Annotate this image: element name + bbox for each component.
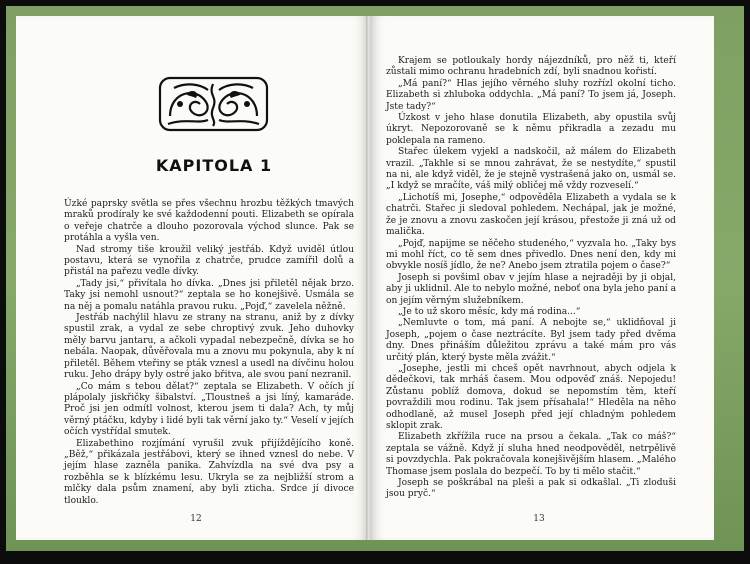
paragraph: „Tady jsi,“ přivítala ho dívka. „Dnes jsi přiletěl nějak brzo. Taky jsi nemohl usnout?“ zeptala se ho konejšivě. Usmála se na něj a pomalu natáhla pravou ruku. „Pojď,“ zavelela něžně. [64, 278, 354, 312]
chapter-title: KAPITOLA 1 [155, 156, 273, 175]
page-number: 12 [190, 514, 202, 524]
right-page [370, 16, 714, 540]
paragraph: Jestřáb nachýlil hlavu ze strany na stranu, aniž by z dívky spustil zrak, a vydal ze sebe chroptivý zvuk. Jeho duhovky měly barvu jantaru, a ačkoli vypadal nebezpečně, dívka se ho nebála. Naopak, důvěřovala mu a znovu mu pokynula, aby k ní přiletěl. Během vteřiny se pták vznesl a usedl na dívčinu holou ruku. Jeho drápy byly ostré jako břitva, ale svou paní nezranil. [64, 313, 354, 381]
paragraph: Úzké paprsky světla se přes všechnu hrozbu těžkých tmavých mraků prodíraly ke své každodenní pouti. Elizabeth se opírala o veřeje chatrče a dlouho pozorovala východ slunce. Pak se protáhla a vyšla ven. [64, 199, 354, 244]
paragraph: „Je to už skoro měsíc, kdy má rodina...“ [398, 306, 581, 317]
paragraph: Krajem se potloukaly hordy nájezdníků, pro něž ti, kteří zůstali mimo ochranu hradebních zdí, byli snadnou kořistí. [386, 56, 676, 78]
paragraph: „Má paní?“ Hlas jejího věrného sluhy rozřízl okolní ticho. Elizabeth si zhluboka oddychla. „Má paní? To jsem já, Joseph. Jste tady?“ [386, 78, 676, 112]
paragraph: „Nemluvte o tom, má paní. A nebojte se,“ uklidňoval ji Joseph, „pojem o čase neztrácíte. Byl jsem tady před dvěma dny. Dnes přináším důležitou zprávu a také mám pro vás určitý plán, který byste měla zvážit.“ [386, 318, 676, 363]
paragraph: „Josephe, jestli mi chceš opět navrhnout, abych odjela k dědečkovi, tak mrháš časem. Mou odpověď znáš. Nepojedu! Zůstanu poblíž domova, dokud se nepomstím těm, kteří povraždili mou rodinu. Tak jsem přísahala!“ Hleděla na něho odhodlaně, až musel Joseph před její chladným pohledem sklopit zrak. [386, 363, 676, 431]
paragraph: Elizabeth zkřížila ruce na prsou a čekala. „Tak co máš?“ zeptala se vážně. Když jí sluha hned neodpověděl, netrpělivě si povzdychla. Pak pokračovala konejšivějším hlasem. „Malého Thomase jsem poslala do bezpečí. To by ti mělo stačit.“ [386, 432, 676, 477]
right-page-text [386, 56, 676, 501]
left-page [16, 16, 368, 540]
paragraph: Elizabethino rozjímání vyrušil zvuk přijíždějícího koně. „Běž,“ přikázala jestřábovi, který se ihned vznesl do nebe. V jejím hlase zazněla panika. Zahvízdla na své dva psy a rozběhla se k blízkému lesu. Ukryla se za nejbližší strom a mlčky dala psům znamení, aby byli zticha. Srdce jí divoce tlouklo. [64, 438, 354, 506]
chapter-ornament-icon [156, 74, 271, 134]
paragraph: „Co mám s tebou dělat?“ zeptala se Elizabeth. V očích jí plápolaly jiskřičky šibalství. „Tloustneš a jsi líný, kamaráde. Proč jsi jen odmítl volnost, kterou jsem ti dala? Ach, ty můj věrný ptáčku, kdyby i lidé byli tak věrní jako ty.“ Veselí v jejích očích vystřídal smutek. [64, 381, 354, 438]
paragraph: „Lichotíš mi, Josephe,“ odpověděla Elizabeth a vydala se k chatrči. Stařec ji sledoval pohledem. Nechápal, jak je možné, že je znovu a znovu zaskočen její krásou, přestože ji zná už od malička. [386, 192, 676, 238]
paragraph: „Pojď, napijme se něčeho studeného,“ vyzvala ho. „Taky bys mi mohl říct, co tě sem dnes přivedlo. Dnes není den, kdy mi obvykle nosíš jídlo, že ne? Anebo jsem ztratila pojem o čase?“ [386, 238, 676, 272]
paragraph: Joseph se poškrábal na pleši a pak si odkašlal. „Ti zloduši jsou pryč.“ [386, 478, 676, 500]
page-number: 13 [533, 514, 545, 524]
paragraph: Joseph si povšiml obav v jejím hlase a nejraději by ji objal, aby ji uklidnil. Ale to nebylo možné, neboť ona byla jeho paní a on jejím věrným služebníkem. [386, 272, 676, 306]
paragraph: Stařec úlekem vyjekl a nadskočil, až málem do Elizabeth vrazil. „Takhle si se mnou zahrávat, že se nestydíte,“ spustil na ni, ale když viděl, že je stejně vystrašená jako on, usmál se. „I když se mračíte, váš milý obličej mě vždy rozveselí.“ [386, 147, 676, 192]
paragraph: Úzkost v jeho hlase donutila Elizabeth, aby opustila svůj úkryt. Nepozorovaně se k němu přikradla a zezadu mu poklepala na rameno. [386, 113, 676, 146]
left-page-text [64, 199, 354, 507]
paragraph: Nad stromy tiše kroužil veliký jestřáb. Když uviděl útlou postavu, která se vynořila z chatrče, prudce zamířil dolů a přistál na pařezu vedle dívky. [64, 244, 354, 278]
